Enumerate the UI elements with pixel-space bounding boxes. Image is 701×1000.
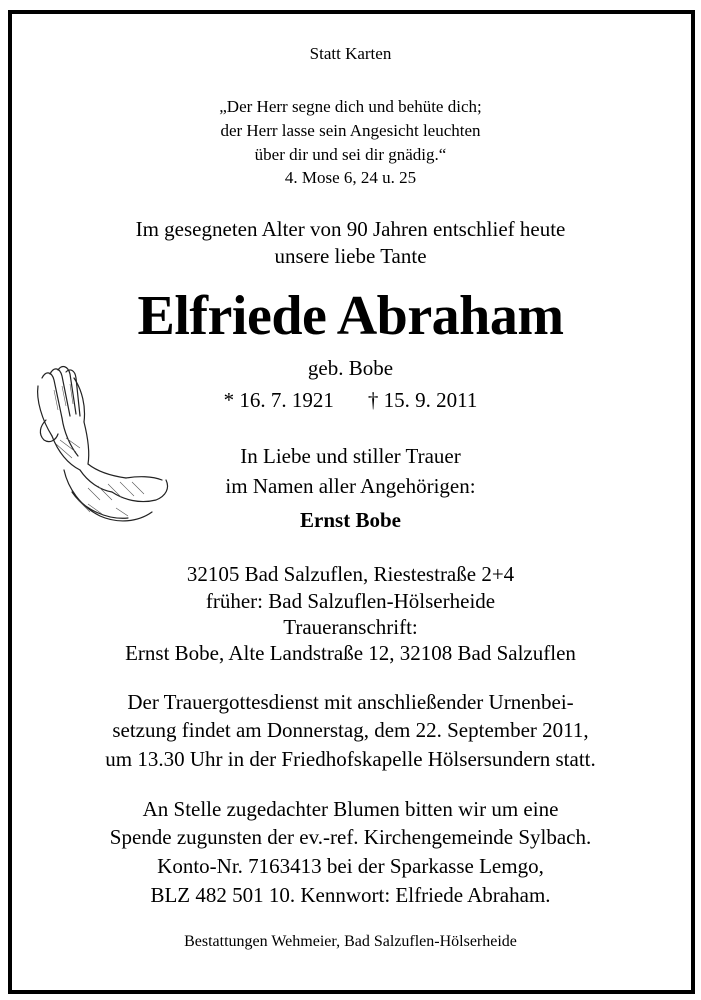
verse-line-3: über dir und sei dir gnädig.“ <box>254 145 447 164</box>
address-line-3: Traueranschrift: <box>283 615 418 639</box>
donation-line-1: An Stelle zugedachter Blumen bitten wir um eine <box>142 797 559 821</box>
address-line-2: früher: Bad Salzuflen-Hölserheide <box>205 589 496 613</box>
service-line-3: um 13.30 Uhr in der Friedhofskapelle Hölsersundern statt. <box>105 747 596 771</box>
service-line-2: setzung findet am Donnerstag, dem 22. September 2011, <box>112 718 589 742</box>
donation-line-2: Spende zugunsten der ev.-ref. Kirchengemeinde Sylbach. <box>109 825 592 849</box>
footer-text: Bestattungen Wehmeier, Bad Salzuflen-Hölserheide <box>184 933 517 950</box>
verse-line-1: „Der Herr segne dich und behüte dich; <box>219 97 482 116</box>
mourner-name: Ernst Bobe <box>300 508 401 532</box>
birth-name: geb. Bobe <box>307 356 394 380</box>
verse-reference: 4. Mose 6, 24 u. 25 <box>284 168 417 187</box>
birth-date: * 16. 7. 1921 <box>223 388 334 412</box>
donation-line-3: Konto-Nr. 7163413 bei der Sparkasse Lemgo, <box>157 854 544 878</box>
mourning-line-2: im Namen aller Angehörigen: <box>225 474 476 498</box>
header-text: Statt Karten <box>309 44 392 63</box>
deceased-name: Elfriede Abraham <box>137 285 564 347</box>
address-line-1: 32105 Bad Salzuflen, Riestestraße 2+4 <box>186 562 515 586</box>
service-line-1: Der Trauergottesdienst mit anschließender Urnenbei- <box>127 690 574 714</box>
verse-line-2: der Herr lasse sein Angesicht leuchten <box>220 121 481 140</box>
donation-line-4: BLZ 482 501 10. Kennwort: Elfriede Abraham. <box>150 883 551 907</box>
intro-line-1: Im gesegneten Alter von 90 Jahren entschlief heute <box>135 217 566 241</box>
mourning-line-1: In Liebe und stiller Trauer <box>240 444 461 468</box>
address-line-4: Ernst Bobe, Alte Landstraße 12, 32108 Bad Salzuflen <box>125 641 576 665</box>
death-date: † 15. 9. 2011 <box>367 388 478 412</box>
intro-line-2: unsere liebe Tante <box>274 244 427 268</box>
